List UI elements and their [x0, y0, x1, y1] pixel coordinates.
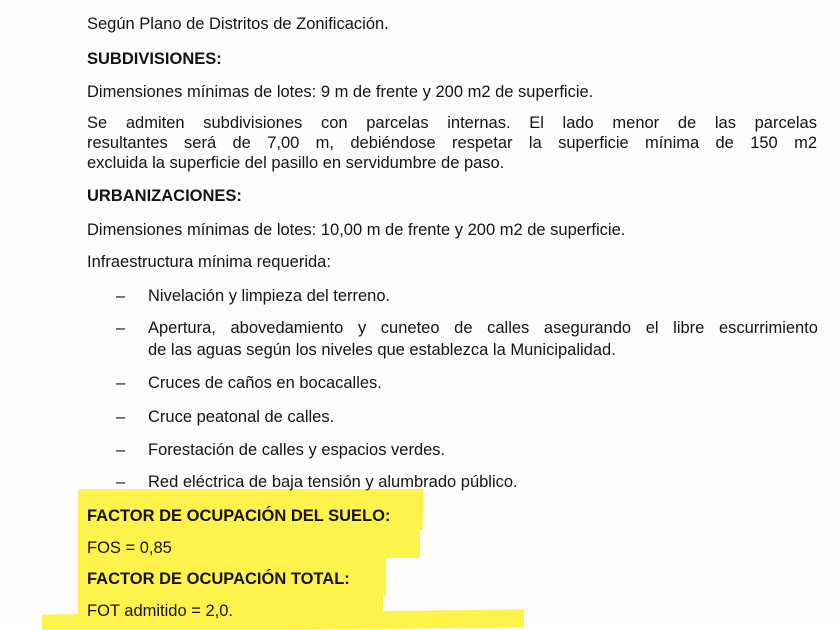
list-item-text: Apertura, abovedamiento y cuneteo de calles asegurando el libre escurrimiento: [148, 319, 818, 337]
subdivisiones-paragraph-line-1: Se admiten subdivisiones con parcelas internas. El lado menor de las parcelas: [87, 114, 817, 132]
subdivisiones-heading: SUBDIVISIONES:: [87, 50, 222, 68]
subdivisiones-paragraph-line-3: excluida la superficie del pasillo en servidumbre de paso.: [87, 154, 505, 172]
bullet-dash: –: [116, 319, 126, 337]
intro-text: Según Plano de Distritos de Zonificación.: [87, 15, 389, 33]
fot-heading: FACTOR DE OCUPACIÓN TOTAL:: [87, 570, 350, 588]
subdivisiones-dimensions: Dimensiones mínimas de lotes: 9 m de frente y 200 m2 de superficie.: [87, 83, 594, 101]
fot-value: FOT admitido = 2,0.: [87, 602, 233, 620]
bullet-dash: –: [116, 374, 126, 392]
list-item-text: Red eléctrica de baja tensión y alumbrado público.: [148, 473, 518, 491]
list-item-text-continued: de las aguas según los niveles que establezca la Municipalidad.: [148, 341, 616, 359]
bullet-dash: –: [116, 441, 126, 459]
infraestructura-label: Infraestructura mínima requerida:: [87, 253, 331, 271]
urbanizaciones-heading: URBANIZACIONES:: [87, 187, 242, 205]
list-item-text: Cruce peatonal de calles.: [148, 408, 335, 426]
list-item-text: Cruces de caños en bocacalles.: [148, 374, 382, 392]
urbanizaciones-dimensions: Dimensiones mínimas de lotes: 10,00 m de frente y 200 m2 de superficie.: [87, 221, 626, 239]
list-item-text: Forestación de calles y espacios verdes.: [148, 441, 446, 459]
bullet-dash: –: [116, 408, 126, 426]
bullet-dash: –: [116, 473, 126, 491]
bullet-dash: –: [116, 287, 126, 305]
fos-value: FOS = 0,85: [87, 539, 172, 557]
fos-heading: FACTOR DE OCUPACIÓN DEL SUELO:: [87, 507, 391, 525]
subdivisiones-paragraph-line-2: resultantes será de 7,00 m, debiéndose respetar la superficie mínima de 150 m2: [87, 134, 817, 152]
list-item-text: Nivelación y limpieza del terreno.: [148, 287, 391, 305]
